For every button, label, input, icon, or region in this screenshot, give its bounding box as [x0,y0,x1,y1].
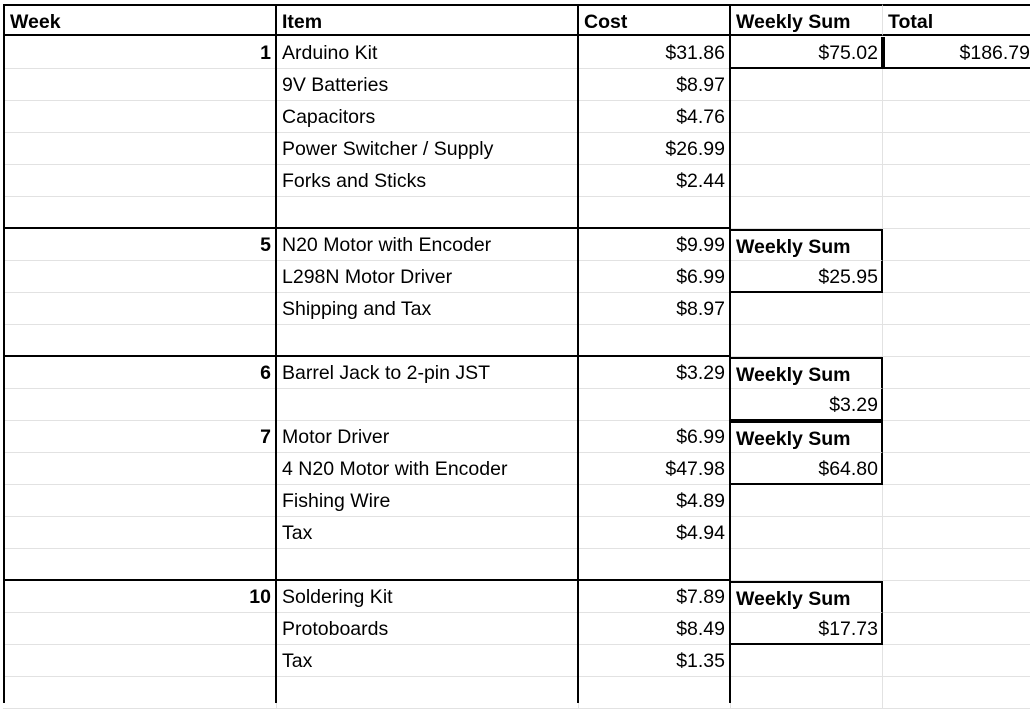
header-row [0,4,1030,36]
table-row [0,581,1030,613]
total-cell[interactable] [883,517,1030,549]
table-row [0,613,1030,645]
weekly-sum-cell[interactable] [731,69,883,101]
total-cell[interactable] [883,261,1030,293]
item-cell[interactable] [277,549,579,581]
week-cell[interactable] [3,389,277,421]
cost-cell[interactable] [579,677,731,709]
cost-cell[interactable]: $26.99 [579,133,731,165]
week-cell[interactable]: 5 [3,229,277,261]
weekly-sum-cell[interactable] [731,165,883,197]
header-item[interactable]: Item [277,4,579,36]
item-cell[interactable]: Arduino Kit [277,37,579,69]
total-cell[interactable] [883,357,1030,389]
week-cell[interactable] [3,133,277,165]
total-cell[interactable] [883,101,1030,133]
table-row [0,357,1030,389]
item-cell[interactable]: Soldering Kit [277,581,579,613]
total-cell[interactable] [883,69,1030,101]
total-cell[interactable] [883,485,1030,517]
week-cell[interactable] [3,677,277,709]
item-cell[interactable]: L298N Motor Driver [277,261,579,293]
total-cell[interactable] [883,549,1030,581]
week-cell[interactable] [3,197,277,229]
cost-cell[interactable]: $9.99 [579,229,731,261]
cost-cell[interactable]: $6.99 [579,421,731,453]
week-cell[interactable] [3,325,277,357]
week-cell[interactable] [3,69,277,101]
weekly-sum-cell[interactable]: Weekly Sum [731,581,883,613]
week-cell[interactable] [3,453,277,485]
weekly-sum-cell[interactable] [731,645,883,677]
cost-cell[interactable]: $2.44 [579,165,731,197]
header-week[interactable]: Week [3,4,277,36]
week-cell[interactable] [3,261,277,293]
week-cell[interactable]: 7 [3,421,277,453]
weekly-sum-cell[interactable] [731,325,883,357]
weekly-sum-cell[interactable] [731,101,883,133]
weekly-sum-cell[interactable]: $3.29 [731,389,883,421]
item-cell[interactable]: Capacitors [277,101,579,133]
cost-cell[interactable]: $4.94 [579,517,731,549]
table-row [0,517,1030,549]
weekly-sum-cell[interactable] [731,197,883,229]
total-cell[interactable] [883,293,1030,325]
total-cell[interactable] [883,677,1030,709]
cost-cell[interactable]: $31.86 [579,37,731,69]
total-cell[interactable] [883,165,1030,197]
table-row [0,261,1030,293]
weekly-sum-cell[interactable] [731,133,883,165]
total-cell[interactable] [883,229,1030,261]
divider-item-cost [577,4,579,703]
cost-cell[interactable]: $8.49 [579,613,731,645]
item-cell[interactable] [277,677,579,709]
table-row [0,485,1030,517]
total-cell[interactable] [883,581,1030,613]
week-cell[interactable] [3,485,277,517]
cost-cell[interactable] [579,549,731,581]
cost-cell[interactable]: $7.89 [579,581,731,613]
item-cell[interactable]: N20 Motor with Encoder [277,229,579,261]
weekly-sum-cell[interactable] [731,517,883,549]
cost-cell[interactable] [579,325,731,357]
week-cell[interactable]: 6 [3,357,277,389]
weekly-sum-cell[interactable] [731,485,883,517]
table-row [0,389,1030,421]
cost-cell[interactable]: $6.99 [579,261,731,293]
weekly-sum-cell[interactable]: Weekly Sum [731,229,883,261]
total-cell[interactable] [883,197,1030,229]
weekly-sum-cell[interactable]: $64.80 [731,453,883,485]
weekly-sum-cell[interactable]: Weekly Sum [731,357,883,389]
total-cell[interactable] [883,133,1030,165]
cost-cell[interactable]: $4.89 [579,485,731,517]
item-cell[interactable]: Fishing Wire [277,485,579,517]
table-row [0,549,1030,581]
item-cell[interactable]: Shipping and Tax [277,293,579,325]
item-cell[interactable] [277,325,579,357]
weekly-sum-cell[interactable]: Weekly Sum [731,421,883,453]
header-cost[interactable]: Cost [579,4,731,36]
header-weekly-sum[interactable]: Weekly Sum [731,4,883,36]
cost-cell[interactable] [579,197,731,229]
table-row [0,101,1030,133]
cost-cell[interactable]: $3.29 [579,357,731,389]
weekly-sum-cell[interactable]: $25.95 [731,261,883,293]
week-cell[interactable]: 10 [3,581,277,613]
week-cell[interactable] [3,165,277,197]
table-row [0,229,1030,261]
week-cell[interactable] [3,101,277,133]
table-row [0,453,1030,485]
item-cell[interactable]: Barrel Jack to 2-pin JST [277,357,579,389]
cost-cell[interactable]: $1.35 [579,645,731,677]
cost-cell[interactable]: $47.98 [579,453,731,485]
divider-cost-sum [729,4,731,703]
total-cell[interactable] [883,325,1030,357]
item-cell[interactable]: 4 N20 Motor with Encoder [277,453,579,485]
table-row [0,197,1030,229]
table-row [0,677,1030,709]
table-row [0,421,1030,453]
item-cell[interactable]: Motor Driver [277,421,579,453]
total-value[interactable]: $186.79 [883,37,1030,69]
weekly-sum-cell[interactable] [731,549,883,581]
divider-week-item [275,4,277,703]
table-row [0,325,1030,357]
weekly-sum-cell[interactable]: $75.02 [731,37,883,69]
week-cell[interactable]: 1 [3,37,277,69]
item-cell[interactable] [277,197,579,229]
table-row [0,293,1030,325]
total-cell[interactable] [883,453,1030,485]
total-cell[interactable] [883,645,1030,677]
weekly-sum-cell[interactable]: $17.73 [731,613,883,645]
table-row [0,645,1030,677]
table-row [0,37,1030,69]
divider-left [3,4,5,703]
item-cell[interactable] [277,389,579,421]
weekly-sum-cell[interactable] [731,293,883,325]
item-cell[interactable]: Forks and Sticks [277,165,579,197]
total-cell[interactable] [883,613,1030,645]
week-cell[interactable] [3,549,277,581]
cost-cell[interactable] [579,389,731,421]
weekly-sum-cell[interactable] [731,677,883,709]
total-cell[interactable] [883,421,1030,453]
item-cell[interactable]: Tax [277,517,579,549]
cost-cell[interactable]: $8.97 [579,69,731,101]
item-cell[interactable]: 9V Batteries [277,69,579,101]
table-row [0,165,1030,197]
table-row [0,69,1030,101]
item-cell[interactable]: Protoboards [277,613,579,645]
week-cell[interactable] [3,645,277,677]
week-cell[interactable] [3,613,277,645]
cost-cell[interactable]: $4.76 [579,101,731,133]
week-cell[interactable] [3,293,277,325]
cost-cell[interactable]: $8.97 [579,293,731,325]
item-cell[interactable]: Tax [277,645,579,677]
total-cell[interactable] [883,389,1030,421]
table-row [0,133,1030,165]
header-total[interactable]: Total [883,4,1030,36]
item-cell[interactable]: Power Switcher / Supply [277,133,579,165]
week-cell[interactable] [3,517,277,549]
